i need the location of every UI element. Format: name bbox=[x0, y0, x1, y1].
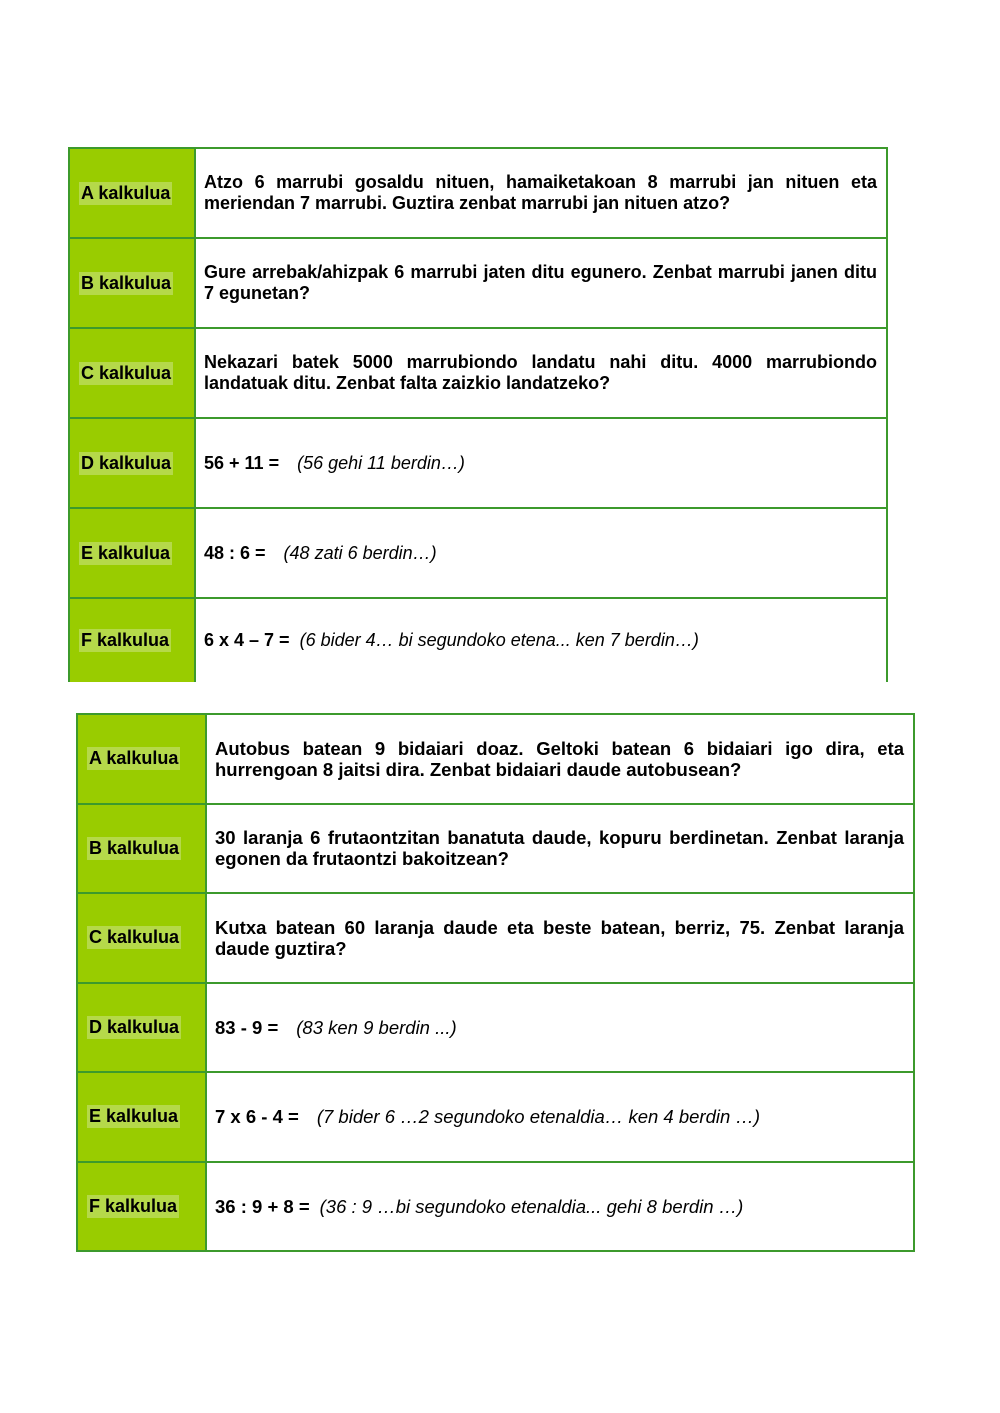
table-row bbox=[69, 598, 887, 682]
row-content-cell bbox=[195, 238, 887, 328]
row-label: E kalkulua bbox=[81, 542, 171, 563]
problem-text: Autobus batean 9 bidaiari doaz. Geltoki batean 6 bidaiari igo dira, eta hurrengoan 8 jaitsi dira. Zenbat bidaiari daude autobusean? bbox=[215, 737, 904, 780]
math-expression: 56 + 11 = bbox=[204, 452, 280, 473]
row-content-cell bbox=[206, 714, 914, 804]
row-label-cell bbox=[69, 238, 195, 328]
row-label-cell bbox=[69, 148, 195, 238]
problem-text: Kutxa batean 60 laranja daude eta beste batean, berriz, 75. Zenbat laranja daude guztira? bbox=[215, 916, 904, 959]
row-content-cell bbox=[195, 598, 887, 682]
table-row bbox=[77, 1162, 914, 1252]
row-content-cell bbox=[206, 893, 914, 983]
reading-hint: (83 ken 9 berdin ...) bbox=[296, 1016, 457, 1038]
row-label: E kalkulua bbox=[89, 1106, 179, 1127]
row-label-cell bbox=[69, 598, 195, 682]
row-label: D kalkulua bbox=[81, 452, 172, 473]
row-content-cell bbox=[206, 1072, 914, 1162]
table-row bbox=[69, 238, 887, 328]
row-label: B kalkulua bbox=[89, 837, 180, 858]
row-label: B kalkulua bbox=[81, 272, 172, 293]
reading-hint: (7 bider 6 …2 segundoko etenaldia… ken 4 berdin …) bbox=[316, 1106, 761, 1128]
row-label-cell bbox=[77, 1162, 206, 1252]
row-label-cell bbox=[77, 804, 206, 894]
row-label: A kalkulua bbox=[81, 182, 171, 203]
table-row bbox=[77, 1072, 914, 1162]
reading-hint: (56 gehi 11 berdin…) bbox=[297, 452, 465, 473]
row-label: A kalkulua bbox=[89, 748, 179, 769]
reading-hint: (6 bider 4… bi segundoko etena... ken 7 berdin…) bbox=[299, 630, 699, 650]
math-expression: 7 x 6 - 4 = bbox=[215, 1106, 299, 1128]
table-row bbox=[77, 714, 914, 804]
reading-hint: (48 zati 6 berdin…) bbox=[283, 542, 437, 563]
table-row bbox=[77, 804, 914, 894]
row-label: F kalkulua bbox=[89, 1195, 178, 1216]
row-label-cell bbox=[77, 983, 206, 1073]
problem-text: Gure arrebak/ahizpak 6 marrubi jaten ditu egunero. Zenbat marrubi janen ditu 7 egunetan? bbox=[204, 262, 877, 303]
problem-text: Nekazari batek 5000 marrubiondo landatu nahi ditu. 4000 marrubiondo landatuak ditu. Zenbat falta zaizkio landatzeko? bbox=[204, 352, 877, 393]
row-label: C kalkulua bbox=[89, 927, 180, 948]
row-label-cell bbox=[77, 1072, 206, 1162]
table-row bbox=[77, 893, 914, 983]
row-content-cell bbox=[206, 1162, 914, 1252]
row-content-cell bbox=[195, 148, 887, 238]
math-expression: 6 x 4 – 7 = bbox=[204, 630, 290, 650]
table-row bbox=[69, 328, 887, 418]
exercise-table-1 bbox=[68, 147, 888, 682]
reading-hint: (36 : 9 …bi segundoko etenaldia... gehi 8 berdin …) bbox=[319, 1195, 744, 1217]
math-expression: 48 : 6 = bbox=[204, 542, 266, 563]
row-label: F kalkulua bbox=[81, 630, 170, 650]
problem-text: 30 laranja 6 frutaontzitan banatuta daude, kopuru berdinetan. Zenbat laranja egonen da frutaontzi bakoitzean? bbox=[215, 827, 904, 870]
row-content-cell bbox=[206, 804, 914, 894]
table-row bbox=[77, 983, 914, 1073]
table-row bbox=[69, 508, 887, 598]
row-label: D kalkulua bbox=[89, 1016, 180, 1037]
row-content-cell bbox=[195, 418, 887, 508]
row-content-cell bbox=[206, 983, 914, 1073]
problem-text: Atzo 6 marrubi gosaldu nituen, hamaiketakoan 8 marrubi jan nituen eta meriendan 7 marrubi. Guztira zenbat marrubi jan nituen atzo? bbox=[204, 172, 877, 213]
row-content-cell bbox=[195, 328, 887, 418]
exercise-table-2 bbox=[76, 713, 915, 1252]
row-content-cell bbox=[195, 508, 887, 598]
row-label-cell bbox=[77, 714, 206, 804]
table-row bbox=[69, 418, 887, 508]
row-label-cell bbox=[77, 893, 206, 983]
table-row bbox=[69, 148, 887, 238]
row-label-cell bbox=[69, 418, 195, 508]
math-expression: 36 : 9 + 8 = bbox=[215, 1195, 310, 1217]
row-label: C kalkulua bbox=[81, 362, 172, 383]
row-label-cell bbox=[69, 328, 195, 418]
math-expression: 83 - 9 = bbox=[215, 1016, 279, 1038]
row-label-cell bbox=[69, 508, 195, 598]
